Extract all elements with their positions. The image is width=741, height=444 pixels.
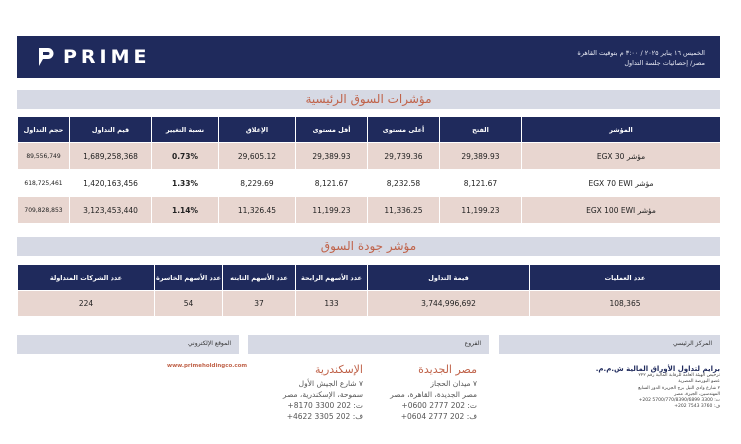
unchanged-cell: 37	[223, 291, 296, 317]
volume-cell: 618,725,461	[18, 170, 70, 197]
head-office	[520, 365, 720, 411]
index-name-cell: مؤشر EGX 70 EWI	[522, 170, 721, 197]
branch-alexandria	[258, 363, 363, 422]
indices-table	[17, 116, 721, 224]
company-line: ت: 3300 5700/770/8390/6899 202+	[638, 398, 720, 404]
col-close: الإغلاق	[219, 117, 296, 143]
value-cell: 3,123,453,440	[70, 197, 152, 224]
close-cell: 29,605.12	[219, 143, 296, 170]
indices-header-row	[18, 117, 721, 143]
col-gainers: عدد الأسهم الرابحة	[296, 265, 368, 291]
branch-line: مصر الجديدة، القاهرة، مصر	[390, 390, 477, 399]
quality-header-row	[18, 265, 721, 291]
open-cell: 8,121.67	[440, 170, 522, 197]
branches-label-box	[248, 335, 489, 354]
branch-name: مصر الجديدة	[418, 363, 477, 376]
company-name: برايم لتداول الأوراق المالية ش.م.م.	[595, 365, 720, 373]
open-cell: 29,389.93	[440, 143, 522, 170]
table-row	[18, 291, 721, 317]
breadcrumb: مصر/ إحصائيات جلسة التداول	[624, 59, 705, 67]
table-row	[18, 143, 721, 170]
index-name-cell: مؤشر EGX 100 EWI	[522, 197, 721, 224]
losers-cell: 54	[155, 291, 223, 317]
table-row	[18, 197, 721, 224]
companies-cell: 224	[18, 291, 155, 317]
low-cell: 8,121.67	[296, 170, 368, 197]
change-cell: 1.33%	[152, 170, 219, 197]
high-cell: 29,739.36	[368, 143, 440, 170]
col-volume: حجم التداول	[18, 117, 70, 143]
close-cell: 8,229.69	[219, 170, 296, 197]
change-cell: 1.14%	[152, 197, 219, 224]
gainers-cell: 133	[296, 291, 368, 317]
quality-title: مؤشر جودة السوق	[17, 237, 720, 256]
col-unchanged: عدد الأسهم الثابته	[223, 265, 296, 291]
change-cell: 0.73%	[152, 143, 219, 170]
website-label: الموقع الإلكتروني	[188, 340, 231, 347]
col-companies: عدد الشركات المتداولة	[18, 265, 155, 291]
report-datetime: الخميس ١٦ يناير ٢٠٢٥ / ٣:٠٠ م بتوقيت القاهرة	[577, 49, 705, 57]
value-cell: 1,689,258,368	[70, 143, 152, 170]
branch-fax: ف: 202 3305 4622+	[286, 412, 363, 421]
volume-cell: 89,556,749	[18, 143, 70, 170]
hq-label: المركز الرئيسي	[673, 340, 712, 347]
branch-line: ٧ شارع الجيش الأول	[298, 379, 363, 388]
transactions-cell: 108,365	[530, 291, 721, 317]
volume-cell: 709,828,853	[18, 197, 70, 224]
index-name-cell: مؤشر EGX 30	[522, 143, 721, 170]
branches-label: الفروع	[464, 340, 481, 347]
col-high: أعلى مستوى	[368, 117, 440, 143]
header-info	[577, 48, 705, 68]
low-cell: 11,199.23	[296, 197, 368, 224]
low-cell: 29,389.93	[296, 143, 368, 170]
company-line: المهندسين، الجيزة، مصر	[674, 391, 720, 397]
branch-name: الإسكندرية	[315, 363, 363, 376]
open-cell: 11,199.23	[440, 197, 522, 224]
value-cell: 1,420,163,456	[70, 170, 152, 197]
close-cell: 11,326.45	[219, 197, 296, 224]
col-transactions: عدد العمليات	[530, 265, 721, 291]
indices-title: مؤشرات السوق الرئيسية	[17, 90, 720, 109]
company-line: ٢ شارع وادي النيل برج الجزيرة الدور السابع	[638, 385, 720, 391]
col-index: المؤشر	[522, 117, 721, 143]
company-line: ترخيص الهيئة العامة للرقابة المالية رقم ٢٢٢	[638, 373, 720, 378]
branch-fax: ف: 202 2777 0604+	[400, 412, 477, 421]
col-trade-value: قيمة التداول	[368, 265, 530, 291]
branch-line: ٧ ميدان الحجاز	[430, 379, 477, 388]
company-line: ف: 3760 7543 202+	[674, 404, 720, 410]
branch-phone: ت: 202 2777 0600+	[401, 401, 477, 410]
high-cell: 11,336.25	[368, 197, 440, 224]
hq-label-box	[499, 335, 720, 354]
prime-logo-icon	[37, 47, 54, 67]
col-change: نسبة التغيير	[152, 117, 219, 143]
branch-heliopolis	[377, 363, 477, 422]
col-low: أقل مستوى	[296, 117, 368, 143]
col-losers: عدد الأسهم الخاسرة	[155, 265, 223, 291]
brand-name: PRIME	[63, 46, 151, 68]
branch-phone: ت: 202 3300 8170+	[287, 401, 363, 410]
quality-table	[17, 264, 721, 317]
table-row	[18, 170, 721, 197]
website-label-box	[17, 335, 239, 354]
prime-logo	[37, 46, 151, 68]
col-value: قيم التداول	[70, 117, 152, 143]
col-open: الفتح	[440, 117, 522, 143]
report-header	[17, 36, 720, 78]
high-cell: 8,232.58	[368, 170, 440, 197]
website-link[interactable]: www.primeholdingco.com	[167, 363, 248, 369]
branch-line: سموحة، الإسكندرية، مصر	[282, 390, 363, 399]
company-line: عضو البورصة المصرية	[678, 379, 720, 385]
trade-value-cell: 3,744,996,692	[368, 291, 530, 317]
